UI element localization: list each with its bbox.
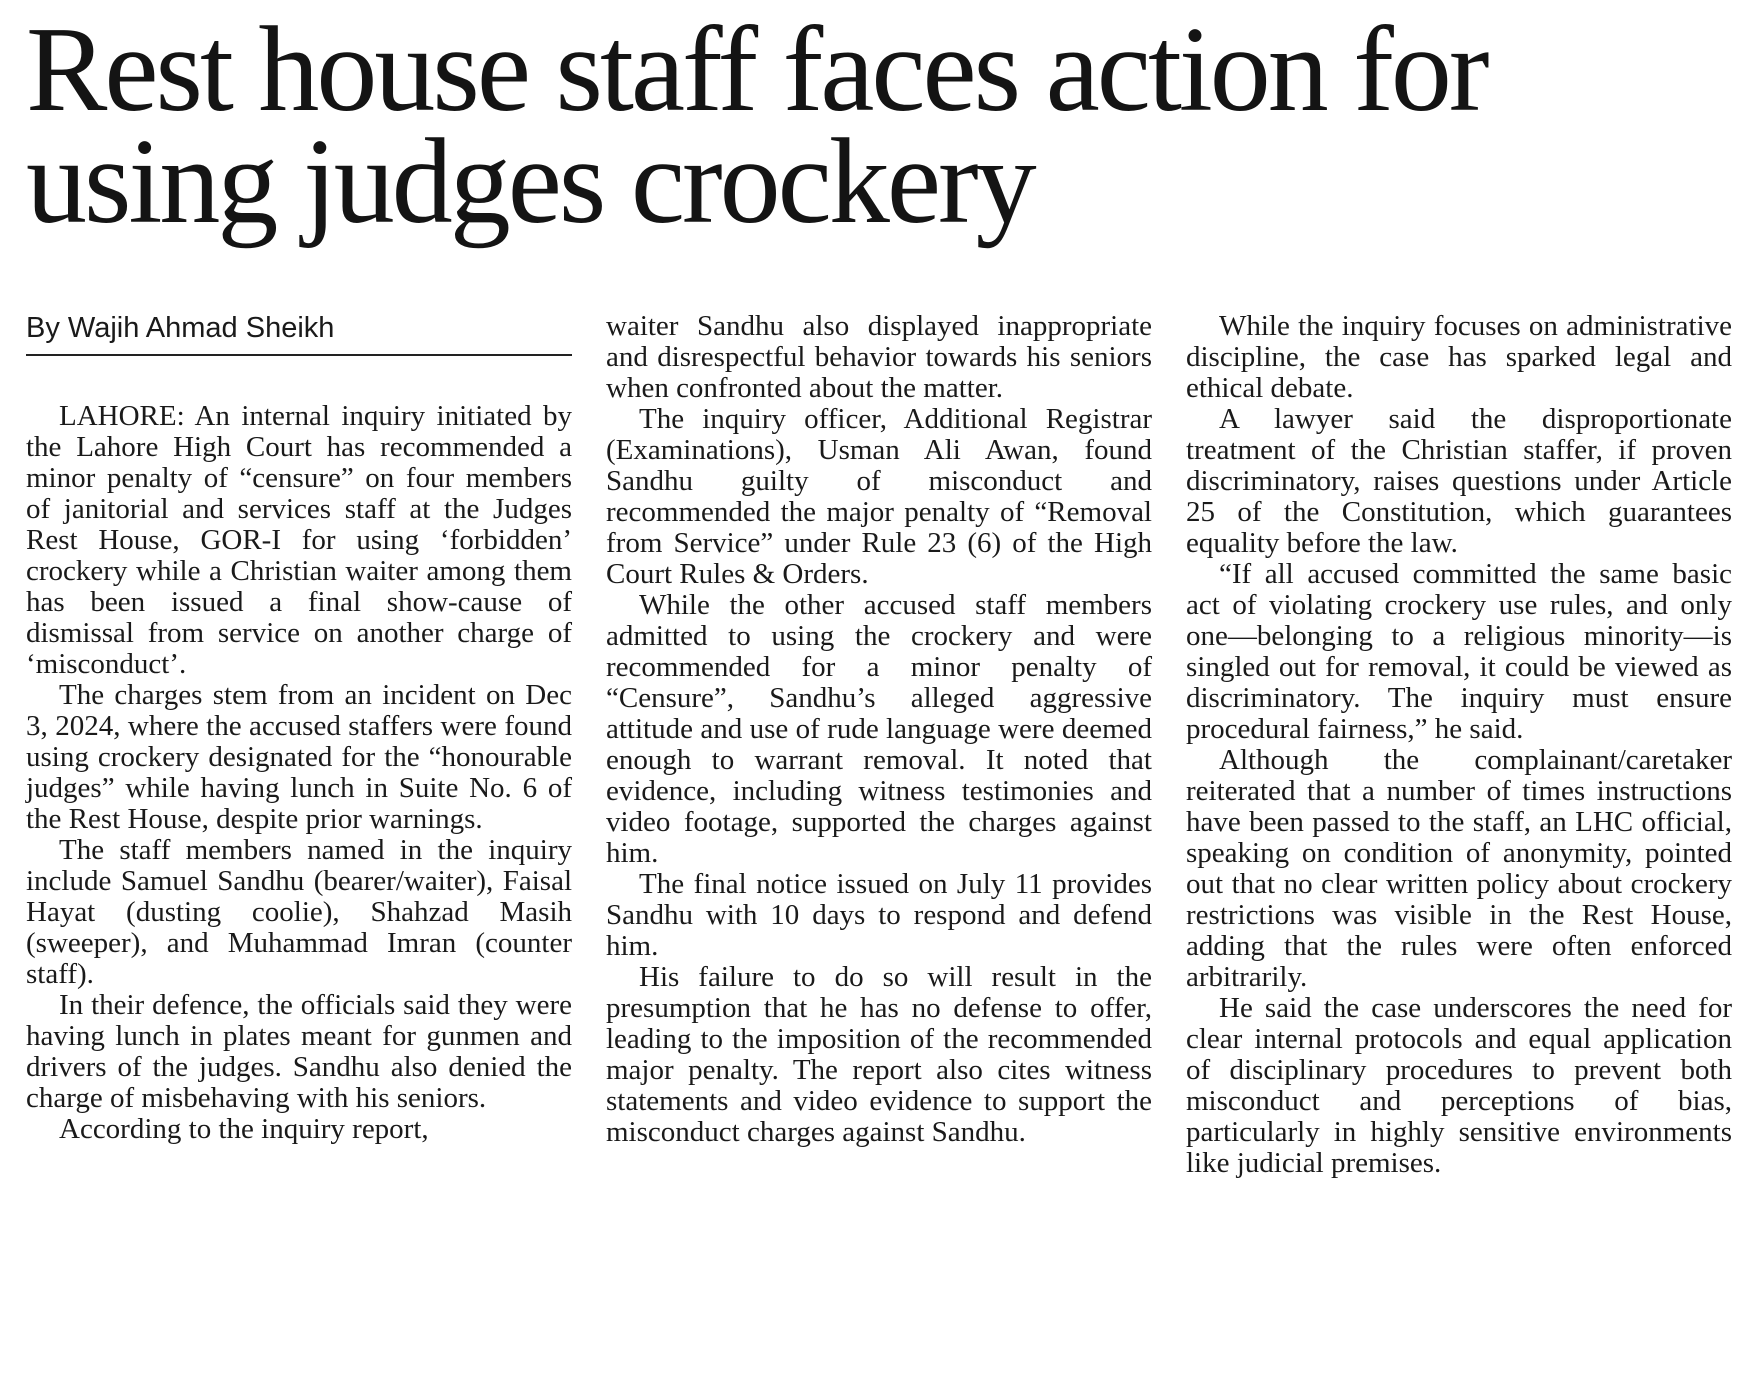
paragraph: His failure to do so will result in the presumption that he has no defense to offer, leading to the imposition of the recommended major penalty. The report also cites witness statements and video evidence to support the misconduct charges against Sandhu.: [606, 961, 1152, 1148]
byline: By Wajih Ahmad Sheikh: [26, 311, 572, 356]
article-column-3: [1186, 311, 1732, 1179]
paragraph: In their defence, the officials said they were having lunch in plates meant for gunmen and drivers of the judges. Sandhu also denied the charge of misbehaving with his seniors.: [26, 989, 572, 1114]
paragraph: LAHORE: An internal inquiry initiated by the Lahore High Court has recommended a minor penalty of “censure” on four members of janitorial and services staff at the Judges Rest House, GOR-I for using ‘forbidden’ crockery while a Christian waiter among them has been issued a final show-cause of dismissal from service on another charge of ‘misconduct’.: [26, 400, 572, 680]
paragraph: He said the case underscores the need for clear internal protocols and equal application of disciplinary procedures to prevent both misconduct and perceptions of bias, particularly in highly sensitive environments like judicial premises.: [1186, 992, 1732, 1179]
paragraph-continued: waiter Sandhu also displayed inappropriate and disrespectful behavior towards his seniors when confronted about the matter.: [606, 310, 1152, 404]
paragraph: According to the inquiry report,: [59, 1113, 429, 1145]
paragraph: While the other accused staff members admitted to using the crockery and were recommended for a minor penalty of “Censure”, Sandhu’s alleged aggressive attitude and use of rude language were deemed enough to warrant removal. It noted that evidence, including witness testimonies and video footage, supported the charges against him.: [606, 589, 1152, 869]
paragraph: The final notice issued on July 11 provides Sandhu with 10 days to respond and defend him.: [606, 868, 1152, 962]
paragraph: The inquiry officer, Additional Registrar (Examinations), Usman Ali Awan, found Sandhu guilty of misconduct and recommended the major penalty of “Removal from Service” under Rule 23 (6) of the High Court Rules & Orders.: [606, 403, 1152, 590]
paragraph: “If all accused committed the same basic act of violating crockery use rules, and only one—belonging to a religious minority—is singled out for removal, it could be viewed as discriminatory. The inquiry must ensure procedural fairness,” he said.: [1186, 558, 1732, 745]
headline: Rest house staff faces action for using judges crockery: [26, 2, 1487, 249]
paragraph: The staff members named in the inquiry include Samuel Sandhu (bearer/waiter), Faisal Hayat (dusting coolie), Shahzad Masih (sweeper), and Muhammad Imran (counter staff).: [26, 834, 572, 990]
paragraph: A lawyer said the disproportionate treatment of the Christian staffer, if proven discriminatory, raises questions under Article 25 of the Constitution, which guarantees equality before the law.: [1186, 403, 1732, 559]
article-column-2: [606, 311, 1152, 1148]
article-column-1: [26, 311, 572, 1145]
paragraph: Although the complainant/caretaker reiterated that a number of times instructions have been passed to the staff, an LHC official, speaking on condition of anonymity, pointed out that no clear written policy about crockery restrictions was visible in the Rest House, adding that the rules were often enforced arbitrarily.: [1186, 744, 1732, 993]
paragraph: The charges stem from an incident on Dec 3, 2024, where the accused staffers were found using crockery designated for the “honourable judges” while having lunch in Suite No. 6 of the Rest House, despite prior warnings.: [26, 679, 572, 835]
paragraph: While the inquiry focuses on administrative discipline, the case has sparked legal and ethical debate.: [1186, 310, 1732, 404]
